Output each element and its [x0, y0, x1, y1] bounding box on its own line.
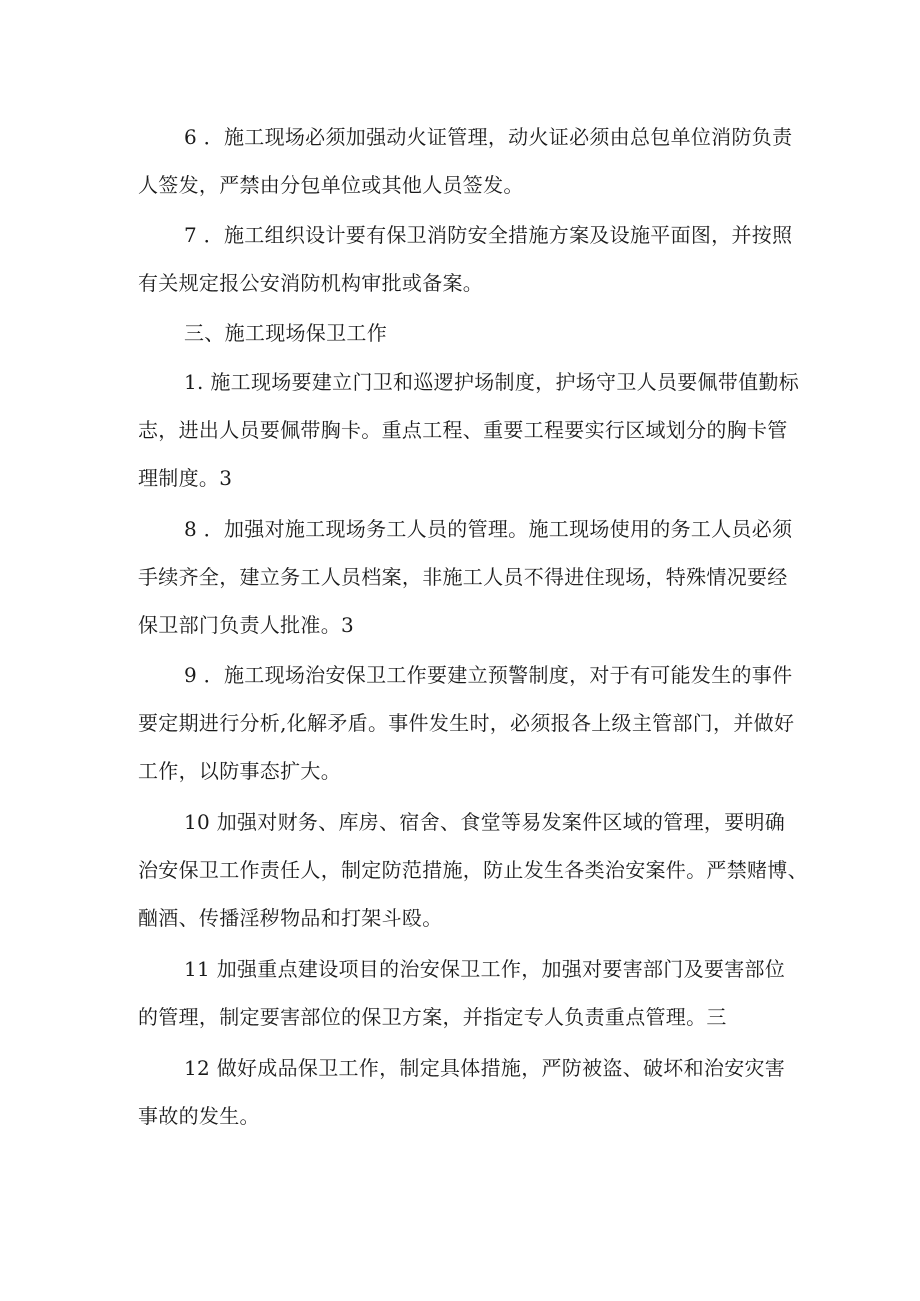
paragraph-line: 事故的发生。 [138, 1104, 260, 1128]
paragraph-item-1 [138, 358, 798, 502]
paragraph-line: 酗酒、传播淫秽物品和打架斗殴。 [138, 906, 443, 930]
paragraph-item-10 [138, 798, 808, 942]
paragraph-line: 治安保卫工作责任人，制定防范措施，防止发生各类治安案件。严禁赌博、 [138, 858, 808, 882]
paragraph-line: 志，进出人员要佩带胸卡。重点工程、重要工程要实行区域划分的胸卡管 [138, 418, 788, 442]
paragraph-line: 的管理，制定要害部位的保卫方案，并指定专人负责重点管理。三 [138, 1005, 727, 1029]
section-heading [138, 309, 798, 357]
paragraph-line: 12 做好成品保卫工作，制定具体措施，严防被盗、破坏和治安灾害 [184, 1056, 786, 1080]
paragraph-line: 工作，以防事态扩大。 [138, 759, 341, 783]
paragraph-line: 7 ．施工组织设计要有保卫消防安全措施方案及设施平面图，并按照 [184, 223, 793, 247]
section-heading-text: 三、施工现场保卫工作 [184, 321, 387, 345]
paragraph-line: 有关规定报公安消防机构审批或备案。 [138, 271, 484, 295]
paragraph-line: 保卫部门负责人批准。3 [138, 613, 355, 637]
paragraph-line: 人签发，严禁由分包单位或其他人员签发。 [138, 173, 524, 197]
paragraph-item-8 [138, 505, 798, 649]
paragraph-line: 8 ．加强对施工现场务工人员的管理。施工现场使用的务工人员必须 [184, 517, 793, 541]
paragraph-item-9 [138, 651, 798, 795]
paragraph-line: 10 加强对财务、库房、宿舍、食堂等易发案件区域的管理，要明确 [184, 810, 786, 834]
paragraph-line: 11 加强重点建设项目的治安保卫工作，加强对要害部门及要害部位 [184, 957, 786, 981]
paragraph-item-7 [138, 211, 798, 307]
paragraph-line: 手续齐全，建立务工人员档案，非施工人员不得进住现场，特殊情况要经 [138, 565, 788, 589]
paragraph-item-6 [138, 113, 798, 209]
paragraph-item-12 [138, 1044, 798, 1140]
paragraph-line: 6 ．施工现场必须加强动火证管理，动火证必须由总包单位消防负责 [184, 125, 793, 149]
paragraph-line: 理制度。3 [138, 466, 233, 490]
paragraph-line: 9 ．施工现场治安保卫工作要建立预警制度，对于有可能发生的事件 [184, 663, 793, 687]
paragraph-item-11 [138, 945, 798, 1041]
paragraph-line: 要定期进行分析,化解矛盾。事件发生时，必须报各上级主管部门，并做好 [138, 711, 795, 735]
paragraph-line: 1. 施工现场要建立门卫和巡逻护场制度，护场守卫人员要佩带值勤标 [184, 370, 800, 394]
